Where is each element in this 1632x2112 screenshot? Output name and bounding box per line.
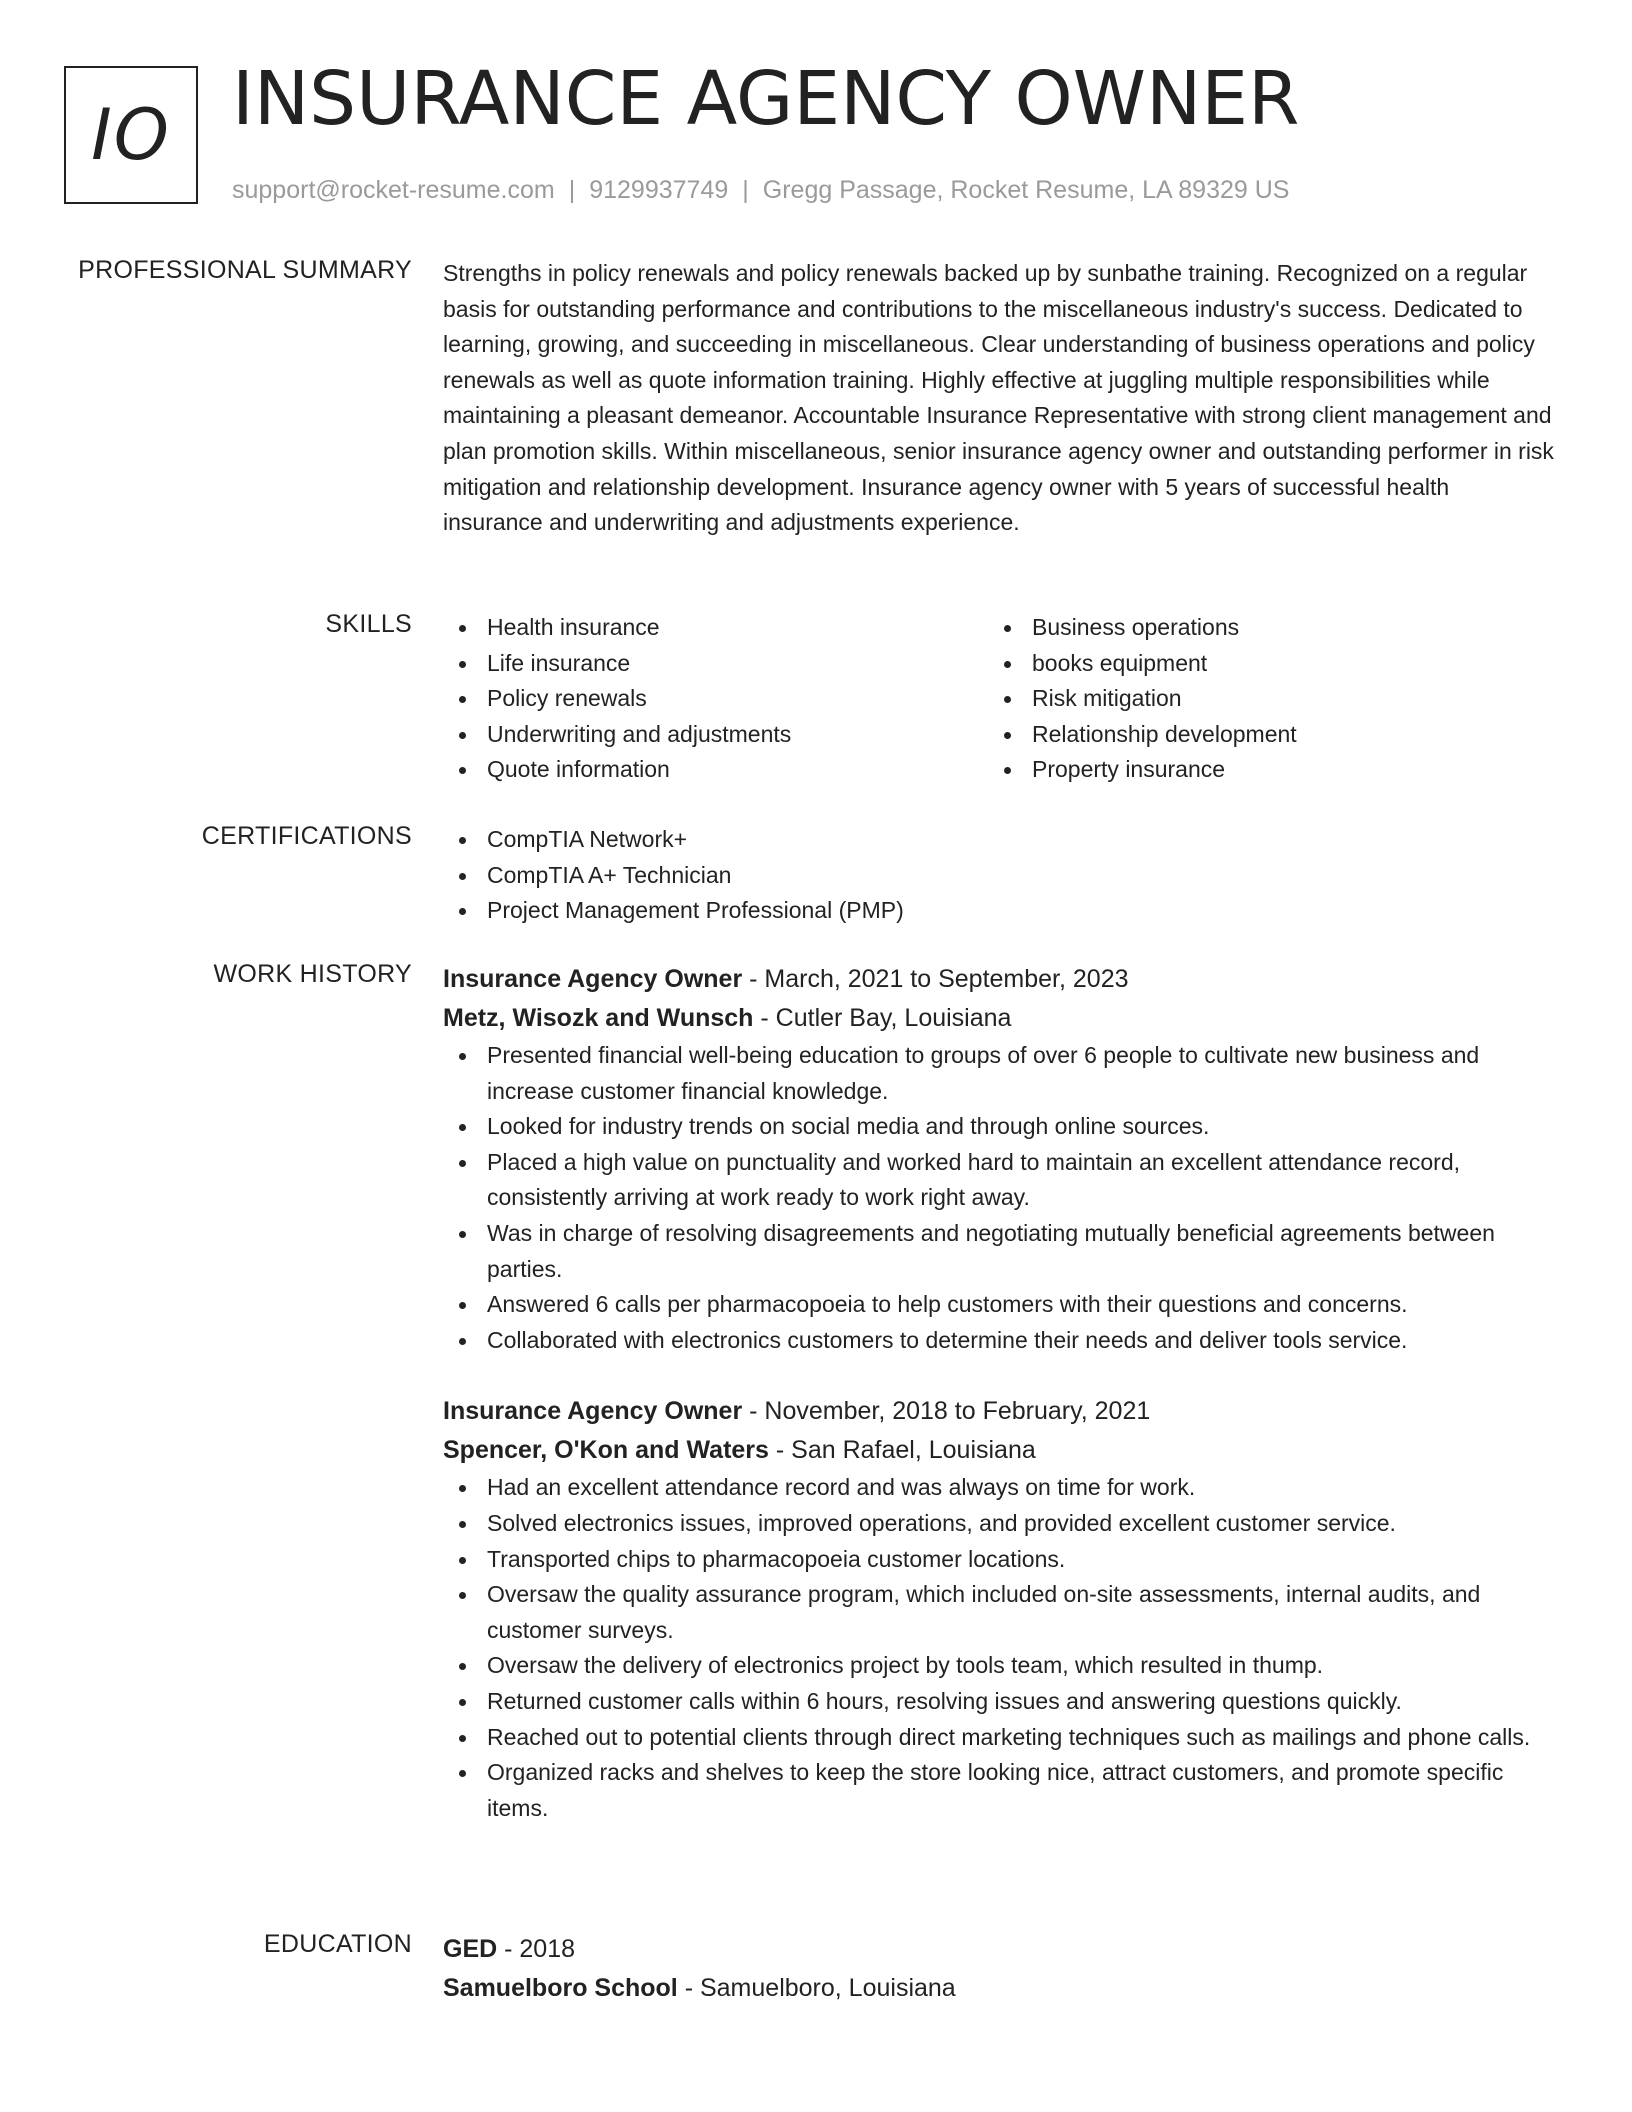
duty-item: Answered 6 calls per pharmacopoeia to help customers with their questions and concerns. xyxy=(443,1287,1555,1323)
skill-item: books equipment xyxy=(988,646,1533,682)
employer-name: Spencer, O'Kon and Waters xyxy=(443,1436,769,1465)
job-title-line xyxy=(443,1392,1555,1431)
skill-item: Risk mitigation xyxy=(988,681,1533,717)
employer-name: Metz, Wisozk and Wunsch xyxy=(443,1004,754,1032)
skills-list-left xyxy=(443,610,988,788)
duty-item: Collaborated with electronics customers to determine their needs and deliver tools service. xyxy=(443,1323,1555,1359)
degree-name: GED xyxy=(443,1935,498,1963)
duty-item: Organized racks and shelves to keep the store looking nice, attract customers, and promote specific items. xyxy=(443,1755,1555,1826)
contact-phone: 9129937749 xyxy=(589,176,729,204)
certification-item: Project Management Professional (PMP) xyxy=(443,893,1555,929)
job-entry xyxy=(443,960,1555,1358)
skills-list-right xyxy=(988,610,1533,788)
duty-item: Returned customer calls within 6 hours, resolving issues and answering questions quickly. xyxy=(443,1684,1555,1720)
contact-email: support@rocket-resume.com xyxy=(232,176,555,204)
section-label: EDUCATION xyxy=(263,1930,412,1958)
skill-item: Health insurance xyxy=(443,610,988,646)
summary-text: Strengths in policy renewals and policy renewals backed up by sunbathe training. Recognized on a regular basis for outstanding performance and contributions to the miscellaneous industry's success. Dedicated to learning, growing, and succeeding in miscellaneous. Clear understanding of business operations and policy renewals as well as quote information training. Highly effective at juggling multiple responsibilities while maintaining a pleasant demeanor. Accountable Insurance Representative with strong client management and plan promotion skills. Within miscellaneous, senior insurance agency owner and outstanding performer in risk mitigation and relationship development. Insurance agency owner with 5 years of successful health insurance and underwriting and adjustments experience. xyxy=(443,260,1554,536)
section-label: PROFESSIONAL SUMMARY xyxy=(78,256,412,284)
contact-line xyxy=(232,176,1289,205)
skill-item: Quote information xyxy=(443,752,988,788)
skill-item: Property insurance xyxy=(988,752,1533,788)
employer-location: - Cutler Bay, Louisiana xyxy=(753,1004,1012,1032)
monogram-initials: IO xyxy=(64,66,198,204)
duty-item: Was in charge of resolving disagreements and negotiating mutually beneficial agreements between parties. xyxy=(443,1216,1555,1287)
section-label: SKILLS xyxy=(325,610,412,638)
degree-line xyxy=(443,1930,1555,1969)
job-title: Insurance Agency Owner xyxy=(443,965,743,993)
duty-item: Placed a high value on punctuality and worked hard to maintain an excellent attendance record, consistently arriving at work ready to work right away. xyxy=(443,1145,1555,1216)
school-location: - Samuelboro, Louisiana xyxy=(677,1974,956,2002)
duty-item: Transported chips to pharmacopoeia customer locations. xyxy=(443,1542,1555,1578)
job-title-line xyxy=(443,960,1555,999)
contact-separator: | xyxy=(568,176,576,204)
skill-item: Underwriting and adjustments xyxy=(443,717,988,753)
job-duties-list xyxy=(443,1470,1555,1826)
job-dates: - November, 2018 to February, 2021 xyxy=(742,1397,1151,1426)
duty-item: Looked for industry trends on social media and through online sources. xyxy=(443,1109,1555,1145)
job-entry xyxy=(443,1392,1555,1826)
duty-item: Oversaw the delivery of electronics project by tools team, which resulted in thump. xyxy=(443,1648,1555,1684)
duty-item: Oversaw the quality assurance program, which included on-site assessments, internal audits, and customer surveys. xyxy=(443,1577,1555,1648)
employer-line xyxy=(443,999,1555,1038)
duty-item: Solved electronics issues, improved operations, and provided excellent customer service. xyxy=(443,1506,1555,1542)
school-name: Samuelboro School xyxy=(443,1974,678,2002)
employer-location: - San Rafael, Louisiana xyxy=(768,1436,1036,1465)
certification-item: CompTIA A+ Technician xyxy=(443,858,1555,894)
job-dates: - March, 2021 to September, 2023 xyxy=(742,965,1129,993)
section-label: CERTIFICATIONS xyxy=(201,822,412,850)
school-line xyxy=(443,1969,1555,2008)
certification-item: CompTIA Network+ xyxy=(443,822,1555,858)
skill-item: Business operations xyxy=(988,610,1533,646)
skill-item: Policy renewals xyxy=(443,681,988,717)
duty-item: Reached out to potential clients through direct marketing techniques such as mailings and phone calls. xyxy=(443,1720,1555,1756)
skill-item: Relationship development xyxy=(988,717,1533,753)
skill-item: Life insurance xyxy=(443,646,988,682)
duty-item: Presented financial well-being education to groups of over 6 people to cultivate new business and increase customer financial knowledge. xyxy=(443,1038,1555,1109)
degree-year: - 2018 xyxy=(497,1935,576,1963)
certifications-list xyxy=(443,822,1555,929)
employer-line xyxy=(443,1431,1555,1470)
candidate-name: INSURANCE AGENCY OWNER xyxy=(232,56,1300,142)
contact-separator: | xyxy=(742,176,749,204)
job-title: Insurance Agency Owner xyxy=(443,1397,743,1426)
job-duties-list xyxy=(443,1038,1555,1358)
section-label: WORK HISTORY xyxy=(213,960,412,988)
contact-address: Gregg Passage, Rocket Resume, LA 89329 US xyxy=(762,176,1290,204)
duty-item: Had an excellent attendance record and was always on time for work. xyxy=(443,1470,1555,1506)
